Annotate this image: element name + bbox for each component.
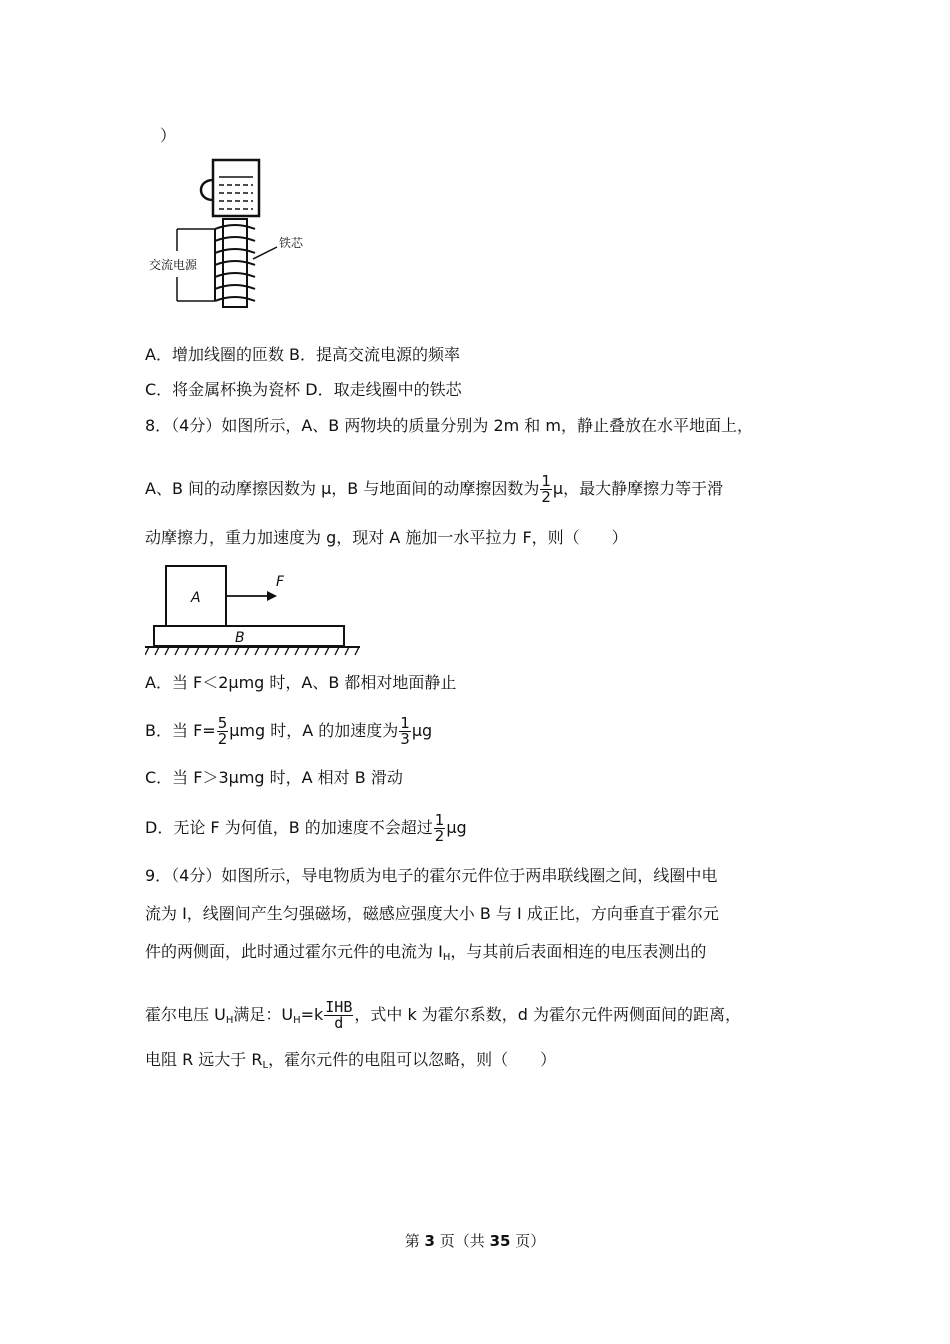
q9-stem-line-5a: 电阻 R 远大于 R xyxy=(145,1050,263,1069)
block-b-label: B xyxy=(235,630,245,646)
hall-voltage-fraction: $\frac{\text{IHB}}{d}$ xyxy=(325,998,353,1032)
q9-stem-line-4 xyxy=(145,1000,741,1033)
q9-stem-line-3a: 件的两侧面，此时通过霍尔元件的电流为 I xyxy=(145,942,443,961)
iron-core xyxy=(223,219,247,307)
q8-stem-line-2a: A、B 间的动摩擦因数为 μ，B 与地面间的动摩擦因数为 xyxy=(145,479,540,498)
subscript-h-1: H xyxy=(225,1015,234,1026)
fraction-one-half: $\frac{1}{2}$ xyxy=(541,472,551,506)
q9-stem-line-1: 9．（4分）如图所示，导电物质为电子的霍尔元件位于两串联线圈之间，线圈中电 xyxy=(145,866,718,885)
q9-stem-line-2: 流为 I，线圈间产生匀强磁场，磁感应强度大小 B 与 I 成正比，方向垂直于霍尔元 xyxy=(145,904,719,923)
q9-stem-line-4a: 霍尔电压 U xyxy=(145,1005,226,1024)
q8-stem-line-2b: μ，最大静摩擦力等于滑 xyxy=(552,479,724,498)
core-label: 铁芯 xyxy=(279,236,304,250)
q8-option-d xyxy=(145,813,467,844)
q8-stem-line-3: 动摩擦力，重力加速度为 g，现对 A 施加一水平拉力 F，则（ ） xyxy=(145,528,628,547)
q7-option-line-2: C．将金属杯换为瓷杯 D．取走线圈中的铁芯 xyxy=(145,380,462,399)
q8-option-b-text-3: μg xyxy=(411,721,433,740)
page-number: 3 xyxy=(424,1232,435,1250)
subscript-h-2: H xyxy=(293,1015,301,1026)
q8-stem-line-1: 8．（4分）如图所示，A、B 两物块的质量分别为 2m 和 m，静止叠放在水平地面上， xyxy=(145,416,753,435)
q8-option-b-text-2: μmg 时，A 的加速度为 xyxy=(229,721,399,740)
fraction-one-half-d: $\frac{1}{2}$ xyxy=(434,811,445,845)
q8-option-d-text-1: D．无论 F 为何值，B 的加速度不会超过 xyxy=(145,818,433,837)
q9-stem-line-4b: 满足：U xyxy=(233,1005,294,1024)
fraction-five-halves: $\frac{5}{2}$ xyxy=(217,714,228,748)
q7-option-line-1: A．增加线圈的匝数 B．提高交流电源的频率 xyxy=(145,345,461,364)
subscript-h: H xyxy=(442,952,451,963)
footer-prefix: 第 xyxy=(404,1232,420,1250)
force-label: F xyxy=(276,574,285,590)
footer-suffix: 页） xyxy=(515,1232,546,1250)
q8-option-c: C．当 F＞3μmg 时，A 相对 B 滑动 xyxy=(145,768,403,787)
q9-stem-line-3 xyxy=(145,940,706,970)
q7-tail: ） xyxy=(160,126,177,145)
block-a-label: A xyxy=(191,590,201,606)
page-footer xyxy=(0,1230,950,1251)
blocks-figure xyxy=(145,562,365,660)
q8-option-b xyxy=(145,716,432,747)
q9-stem-line-3b: ，与其前后表面相连的电压表测出的 xyxy=(450,942,707,961)
q8-option-a: A．当 F＜2μmg 时，A、B 都相对地面静止 xyxy=(145,673,457,692)
q8-stem-line-2 xyxy=(145,474,723,505)
force-arrowhead xyxy=(267,591,277,601)
q9-stem-line-5b: ，霍尔元件的电阻可以忽略，则（ ） xyxy=(268,1050,557,1069)
q8-option-d-text-2: μg xyxy=(446,818,467,837)
subscript-l: L xyxy=(262,1060,269,1071)
q9-stem-line-5 xyxy=(145,1048,556,1078)
source-label: 交流电源 xyxy=(149,258,198,272)
ground-hatching xyxy=(145,647,359,655)
metal-cup xyxy=(201,160,259,216)
induction-figure xyxy=(145,155,325,320)
q8-option-b-text-1: B．当 F= xyxy=(145,721,216,740)
footer-mid: 页（共 xyxy=(439,1232,485,1250)
total-pages: 35 xyxy=(489,1232,511,1250)
block-b xyxy=(154,626,344,646)
fraction-one-third: $\frac{1}{3}$ xyxy=(400,714,410,748)
q9-stem-line-4d: ，式中 k 为霍尔系数，d 为霍尔元件两侧面间的距离， xyxy=(354,1005,742,1024)
q9-stem-line-4c: =k xyxy=(300,1005,324,1024)
